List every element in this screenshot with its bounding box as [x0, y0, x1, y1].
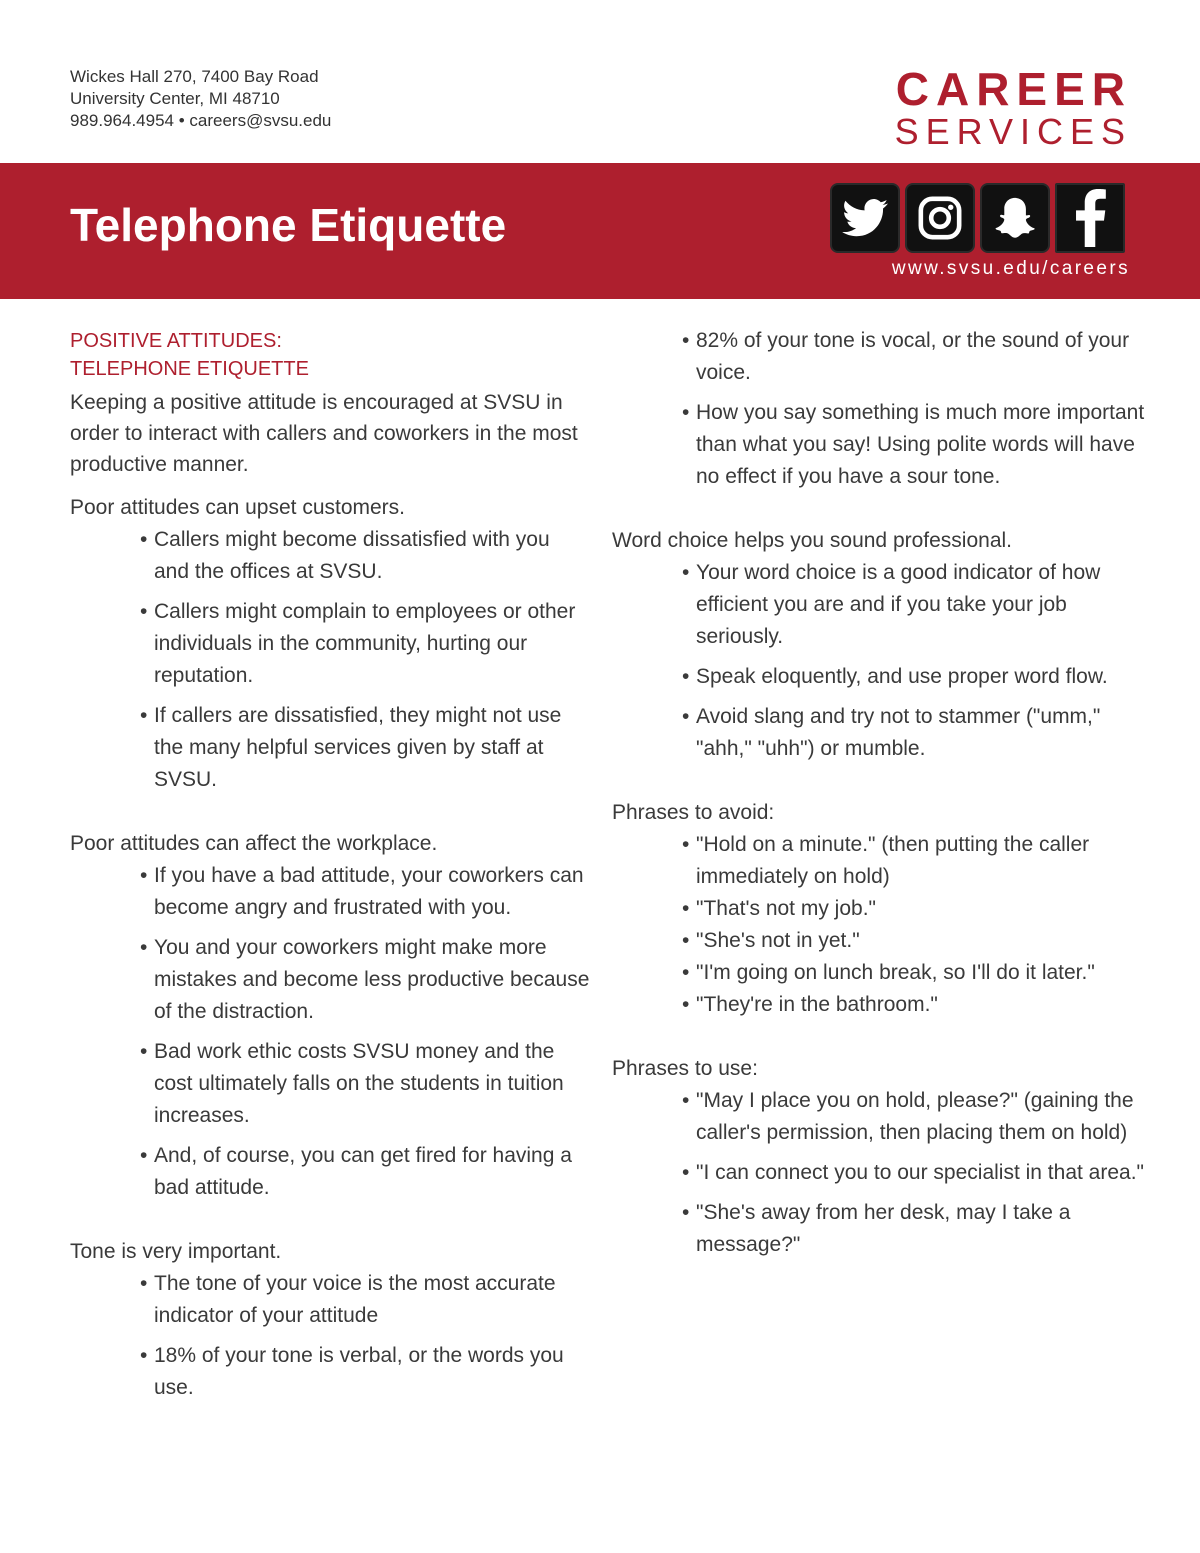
list-item: • "I can connect you to our specialist in that area." — [682, 1157, 1152, 1189]
list-item: • Avoid slang and try not to stammer ("umm," "ahh," "uhh") or mumble. — [682, 701, 1152, 765]
section-title: Tone is very important. — [70, 1240, 282, 1263]
section-phrases-use — [612, 1053, 1152, 1261]
section-title: Poor attitudes can upset customers. — [70, 496, 406, 519]
section-title: Phrases to use: — [612, 1057, 758, 1080]
instagram-icon[interactable] — [905, 183, 975, 253]
list-item: • 18% of your tone is verbal, or the words you use. — [140, 1340, 590, 1404]
heading-line-2: TELEPHONE ETIQUETTE — [70, 358, 309, 380]
bullet-list — [140, 524, 590, 796]
bullet-list — [682, 557, 1152, 765]
contact-address — [70, 66, 331, 132]
list-item: • The tone of your voice is the most accurate indicator of your attitude — [140, 1268, 590, 1332]
heading-line-1: POSITIVE ATTITUDES: — [70, 330, 282, 352]
list-item: • "May I place you on hold, please?" (gaining the caller's permission, then placing them on hold) — [682, 1085, 1152, 1149]
facebook-icon[interactable] — [1055, 183, 1125, 253]
list-item: • And, of course, you can get fired for having a bad attitude. — [140, 1140, 590, 1204]
list-item: • "She's away from her desk, may I take a message?" — [682, 1197, 1152, 1261]
list-item: • "I'm going on lunch break, so I'll do it later." — [682, 957, 1152, 989]
bullet-list — [682, 325, 1152, 493]
list-item: • Speak eloquently, and use proper word flow. — [682, 661, 1152, 693]
address-line-1: Wickes Hall 270, 7400 Bay Road — [70, 67, 319, 86]
bullet-list — [140, 1268, 590, 1404]
section-heading — [70, 327, 590, 383]
section-upset-customers — [70, 492, 590, 796]
address-line-2: University Center, MI 48710 — [70, 89, 280, 108]
section-affect-workplace — [70, 828, 590, 1204]
bullet-list — [682, 1085, 1152, 1261]
right-column — [612, 325, 1152, 1261]
title-banner — [0, 163, 1200, 299]
list-item: • Callers might become dissatisfied with you and the offices at SVSU. — [140, 524, 590, 588]
list-item: • You and your coworkers might make more mistakes and become less productive because of the distraction. — [140, 932, 590, 1028]
list-item: • How you say something is much more important than what you say! Using polite words will have no effect if you have a sour tone. — [682, 397, 1152, 493]
list-item: • "She's not in yet." — [682, 925, 1152, 957]
career-services-logo — [894, 63, 1132, 152]
logo-line-career: CAREER — [895, 63, 1132, 115]
section-tone — [70, 1236, 590, 1404]
section-title: Phrases to avoid: — [612, 801, 775, 824]
section-tone-continued — [612, 325, 1152, 493]
list-item: • Callers might complain to employees or other individuals in the community, hurting our reputation. — [140, 596, 590, 692]
bullet-list — [140, 860, 590, 1204]
bullet-list — [682, 829, 1152, 1021]
twitter-icon[interactable] — [830, 183, 900, 253]
logo-line-services: SERVICES — [894, 111, 1132, 152]
contact-line: 989.964.4954 • careers@svsu.edu — [70, 111, 332, 130]
left-column — [70, 325, 590, 1404]
list-item: • If callers are dissatisfied, they might not use the many helpful services given by staff at SVSU. — [140, 700, 590, 796]
list-item: • If you have a bad attitude, your coworkers can become angry and frustrated with you. — [140, 860, 590, 924]
section-title: Word choice helps you sound professional. — [612, 529, 1013, 552]
section-title: Poor attitudes can affect the workplace. — [70, 832, 438, 855]
list-item: • 82% of your tone is vocal, or the sound of your voice. — [682, 325, 1152, 389]
snapchat-icon[interactable] — [980, 183, 1050, 253]
section-word-choice — [612, 525, 1152, 765]
list-item: • Bad work ethic costs SVSU money and the cost ultimately falls on the students in tuition increases. — [140, 1036, 590, 1132]
social-icons — [830, 183, 1125, 253]
list-item: • "That's not my job." — [682, 893, 1152, 925]
list-item: • "They're in the bathroom." — [682, 989, 1152, 1021]
list-item: • "Hold on a minute." (then putting the caller immediately on hold) — [682, 829, 1152, 893]
page-title: Telephone Etiquette — [70, 199, 507, 251]
section-phrases-avoid — [612, 797, 1152, 1021]
list-item: • Your word choice is a good indicator of how efficient you are and if you take your job seriously. — [682, 557, 1152, 653]
website-url[interactable]: www.svsu.edu/careers — [891, 258, 1130, 279]
intro-paragraph: Keeping a positive attitude is encouraged at SVSU in order to interact with callers and coworkers in the most productive manner. — [70, 391, 578, 476]
